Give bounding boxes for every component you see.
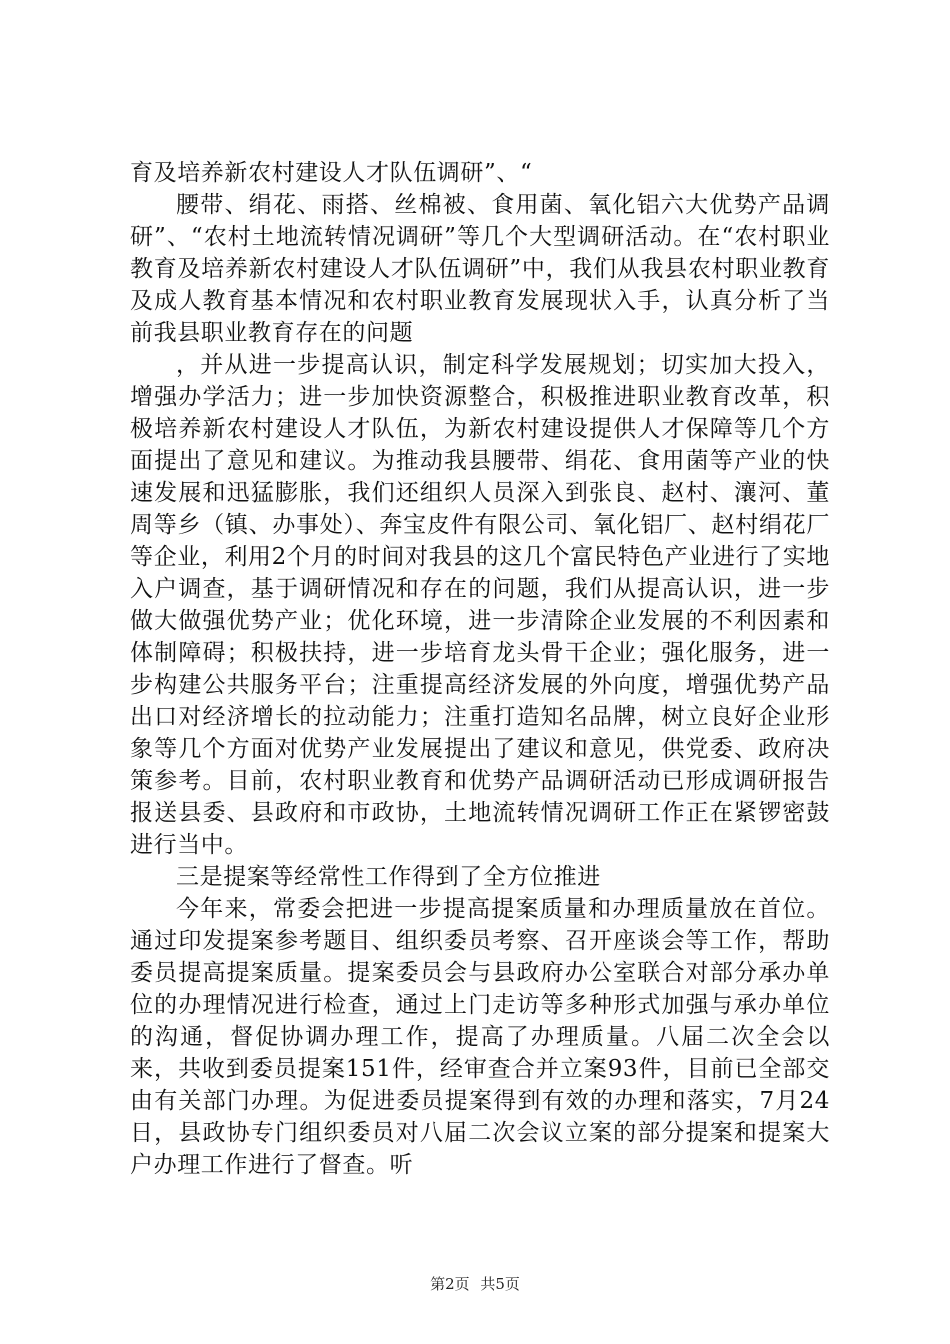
page-number: 第2页 — [430, 1275, 470, 1293]
paragraph-2: 腰带、绢花、雨搭、丝棉被、食用菌、氧化铝六大优势产品调研”、“农村土地流转情况调研”等几个大型调研活动。在“农村职业教育及培养新农村建设人才队伍调研”中，我们从我县农村职业教育及成人教育基本情况和农村职业教育发展现状入手，认真分析了当前我县职业教育存在的问题 — [130, 192, 830, 346]
paragraph-1: 育及培养新农村建设人才队伍调研”、“ — [130, 160, 533, 186]
document-body — [130, 157, 830, 1181]
paragraph-3: ，并从进一步提高认识，制定科学发展规划；切实加大投入，增强办学活力；进一步加快资源整合，积极推进职业教育改革，积极培养新农村建设人才队伍，为新农村建设提供人才保障等几个方面提出了意见和建议。为推动我县腰带、绢花、食用菌等产业的快速发展和迅猛膨胀，我们还组织人员深入到张良、赵村、瀼河、董周等乡（镇、办事处）、奔宝皮件有限公司、氧化铝厂、赵村绢花厂等企业，利用2个月的时间对我县的这几个富民特色产业进行了实地入户调查，基于调研情况和存在的问题，我们从提高认识，进一步做大做强优势产业；优化环境，进一步清除企业发展的不利因素和体制障碍；积极扶持，进一步培育龙头骨干企业；强化服务，进一步构建公共服务平台；注重提高经济发展的外向度，增强优势产品出口对经济增长的拉动能力；注重打造知名品牌，树立良好企业形象等几个方面对优势产业发展提出了建议和意见，供党委、政府决策参考。目前，农村职业教育和优势产品调研活动已形成调研报告报送县委、县政府和市政协，土地流转情况调研工作正在紧锣密鼓进行当中。 — [130, 352, 830, 858]
paragraph-5: 今年来，常委会把进一步提高提案质量和办理质量放在首位。通过印发提案参考题目、组织委员考察、召开座谈会等工作，帮助委员提高提案质量。提案委员会与县政府办公室联合对部分承办单位的办理情况进行检查，通过上门走访等多种形式加强与承办单位的沟通，督促协调办理工作，提高了办理质量。八届二次全会以来，共收到委员提案151件，经审查合并立案93件，目前已全部交由有关部门办理。为促进委员提案得到有效的办理和落实，7月24日，县政协专门组织委员对八届二次会议立案的部分提案和提案大户办理工作进行了督查。听 — [130, 896, 830, 1178]
page-total: 共5页 — [480, 1275, 520, 1293]
page-footer — [0, 1273, 950, 1294]
paragraph-4-heading: 三是提案等经常性工作得到了全方位推进 — [176, 864, 601, 890]
